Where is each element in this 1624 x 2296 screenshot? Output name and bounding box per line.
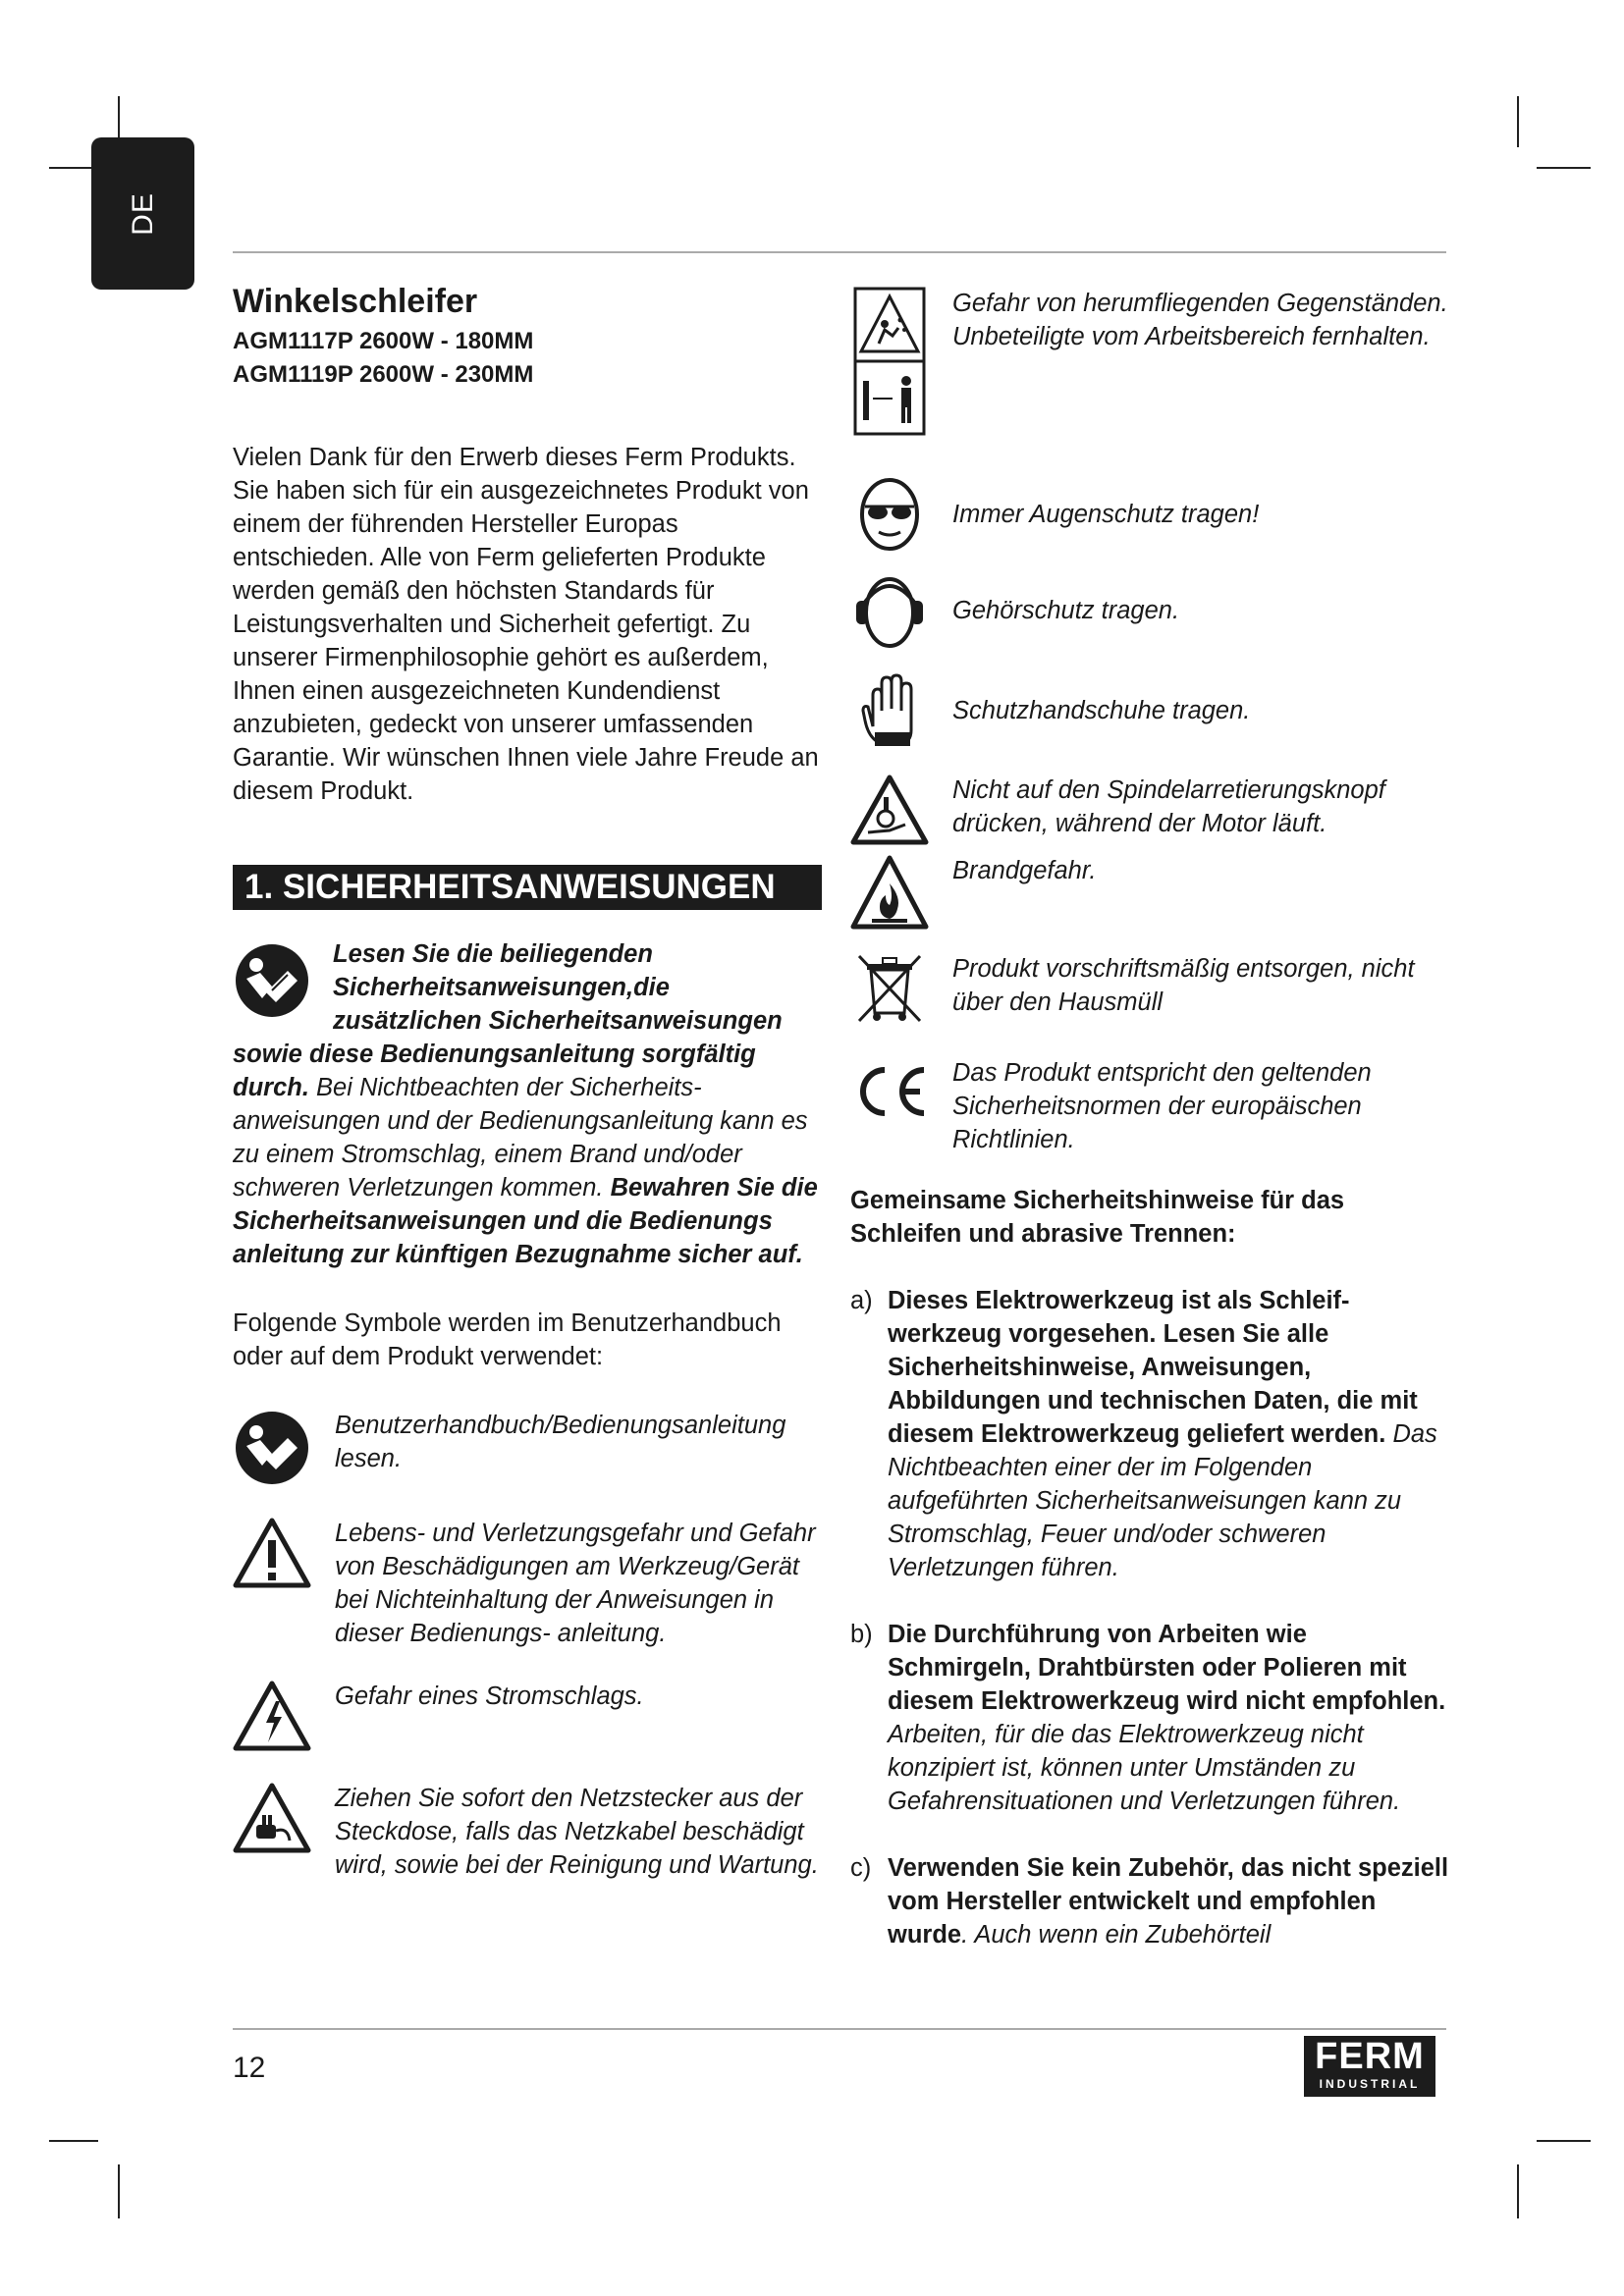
hearing-protection-icon (853, 571, 926, 650)
weee-bin-icon (855, 952, 924, 1025)
crop-mark (1517, 96, 1519, 147)
left-column (233, 279, 822, 1882)
symbol-row (850, 952, 1449, 1025)
warning-exclamation-icon (233, 1517, 311, 1589)
keep-instructions-bold: Bewahren Sie die Sicherheitsanweisungen und die Bedienungs anleitung zur künftigen Bezugnahme sicher auf. (233, 1174, 818, 1268)
symbol-text: Gefahr von herumfliegenden Gegenständen. Unbeteiligte vom Arbeitsbereich fernhalten. (952, 290, 1448, 350)
item-rest: . Auch wenn ein Zubehörteil (961, 1921, 1272, 1949)
symbol-text: Nicht auf den Spindelarretierungsknopf drücken, während der Motor läuft. (952, 776, 1385, 837)
ferm-logo (1304, 2036, 1435, 2097)
logo-main-text: FERM (1315, 2036, 1425, 2077)
symbol-row (233, 1680, 822, 1752)
symbol-row (233, 1409, 822, 1487)
symbol-text: Das Produkt entspricht den geltenden Sicherheitsnormen der europäischen Richtlinien. (952, 1059, 1372, 1153)
symbol-row (233, 1782, 822, 1882)
symbol-text: Gefahr eines Stromschlags. (335, 1682, 644, 1710)
safety-item (850, 1851, 1449, 1951)
document-title: Winkelschleifer (233, 283, 478, 320)
electric-shock-icon (233, 1680, 311, 1752)
crop-mark (1537, 167, 1591, 169)
symbol-row (850, 571, 1449, 650)
crop-mark (118, 2164, 120, 2218)
item-bold: Verwenden Sie kein Zubehör, das nicht speziell vom Hersteller entwickelt und empfohlen wurde (888, 1854, 1449, 1949)
flying-debris-icon (853, 287, 926, 436)
intro-paragraph: Vielen Dank für den Erwerb dieses Ferm Produkts. Sie haben sich für ein ausgezeichnetes Produkt von einem der führenden Hersteller Europas entschieden. Alle von Ferm gelieferten Produkte werden gemäß den höchsten Standards für Leistungsverhalten und Sicherheit gefertigt. Zu unserer Firmenphilosophie gehört es außerdem, Ihnen einen ausgezeichneten Kundendienst anzubieten, gedeckt von unserer umfassenden Garantie. Wir wünschen Ihnen viele Jahre Freude an diesem Produkt. (233, 444, 819, 805)
symbol-text: Produkt vorschriftsmäßig entsorgen, nicht über den Hausmüll (952, 955, 1415, 1016)
item-label: c) (850, 1854, 872, 1882)
model-line: AGM1117P 2600W - 180MM (233, 328, 534, 354)
symbol-text: Immer Augenschutz tragen! (952, 501, 1260, 528)
crop-mark (1517, 2164, 1519, 2218)
common-safety-heading: Gemeinsame Sicherheitshinweise für das Schleifen und abrasive Trennen: (850, 1187, 1345, 1248)
symbol-text: Gehörschutz tragen. (952, 597, 1180, 624)
unplug-warning-icon (233, 1782, 311, 1854)
safety-item (850, 1284, 1449, 1584)
item-bold: Die Durchführung von Arbeiten wie Schmirgeln, Drahtbürsten oder Polieren mit diesem Elektrowerkzeug wird nicht empfohlen. (888, 1621, 1446, 1715)
language-label: DE (126, 191, 159, 236)
fire-hazard-icon (850, 854, 929, 933)
crop-mark (49, 2140, 98, 2142)
manual-read-icon (233, 941, 311, 1020)
right-column (850, 279, 1449, 1951)
read-instructions-block (233, 937, 822, 1271)
symbol-row (850, 287, 1449, 436)
symbol-row (850, 774, 1449, 846)
symbol-row (850, 477, 1449, 552)
symbols-intro: Folgende Symbole werden im Benutzerhandbuch oder auf dem Produkt verwendet: (233, 1309, 782, 1370)
manual-read-icon (233, 1409, 311, 1487)
language-tab (91, 137, 194, 290)
symbol-text: Brandgefahr. (952, 857, 1097, 884)
symbol-text: Ziehen Sie sofort den Netzstecker aus der Steckdose, falls das Netzkabel beschädigt wird, sowie bei der Reinigung und Wartung. (335, 1785, 819, 1879)
symbol-text: Lebens- und Verletzungsgefahr und Gefahr von Beschädigungen am Werkzeug/Gerät bei Nichteinhaltung der Anweisungen in dieser Bedienungs- anleitung. (335, 1520, 816, 1647)
item-label: b) (850, 1621, 873, 1648)
read-instructions-warning: Bei Nichtbeachten der Sicherheits- anweisungen und der Bedienungsanleitung kann es zu einem Stromschlag, einem Brand und/oder schweren Verletzungen kommen. (233, 1074, 808, 1201)
header-rule (233, 251, 1446, 253)
item-rest: Das Nichtbeachten einer der im Folgenden aufgeführten Sicherheitsanweisungen kann zu Stromschlag, Feuer und/oder schweren Verletzungen führen. (888, 1420, 1437, 1581)
symbol-text: Benutzerhandbuch/Bedienungsanleitung lesen. (335, 1412, 786, 1472)
safety-item (850, 1618, 1449, 1818)
symbol-row (850, 671, 1449, 750)
logo-sub-text: INDUSTRIAL (1319, 2077, 1421, 2091)
crop-mark (1537, 2140, 1591, 2142)
model-line: AGM1119P 2600W - 230MM (233, 361, 534, 388)
symbol-row (850, 1056, 1449, 1156)
symbol-row (233, 1517, 822, 1650)
gloves-icon (859, 671, 920, 750)
item-bold: Dieses Elektrowerkzeug ist als Schleif- werkzeug vorgesehen. Lesen Sie alle Sicherheitshinweise, Anweisungen, Abbildungen und technischen Daten, die mit diesem Elektrowerkzeug geliefert werden. (888, 1287, 1418, 1448)
page-number: 12 (233, 2052, 266, 2084)
spindle-lock-warning-icon (850, 774, 929, 846)
item-rest: Arbeiten, für die das Elektrowerkzeug nicht konzipiert ist, können unter Umständen zu Gefahrensituationen und Verletzungen führen. (888, 1721, 1401, 1815)
read-instructions-bold: Lesen Sie die beiliegenden Sicherheitsanweisungen,die zusätzlichen Sicherheitsanweisungen sowie diese Bedienungsanleitung sorgfältig durch. (233, 940, 783, 1101)
footer-rule (233, 2028, 1446, 2030)
eye-protection-icon (857, 477, 922, 552)
symbol-text: Schutzhandschuhe tragen. (952, 697, 1251, 724)
item-label: a) (850, 1287, 873, 1314)
symbol-row (850, 854, 1449, 933)
ce-mark-icon (851, 1062, 928, 1121)
section-heading: 1. SICHERHEITSANWEISUNGEN (233, 865, 822, 910)
